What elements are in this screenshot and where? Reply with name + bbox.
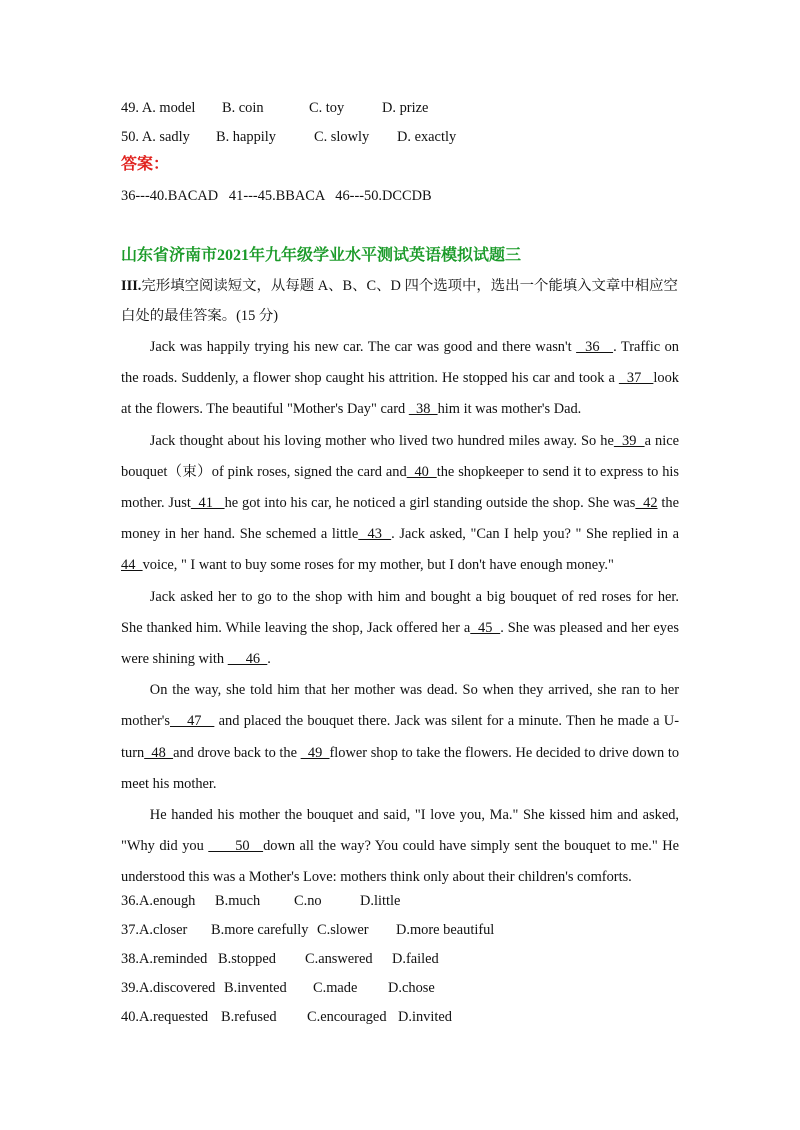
- question-38-option-b: B.stopped: [218, 951, 276, 967]
- paragraph-1: Jack was happily trying his new car. The car was good and there wasn't 36 . Traffic on the roads. Suddenly, a flower shop caught his attrition. He stopped his car and took a 37 look at the flowers. The beautiful "Mother's Day" card 38 him it was mother's Dad.: [121, 339, 679, 418]
- cloze-passage: [121, 332, 679, 894]
- paragraph-4: On the way, she told him that her mother was dead. So when they arrived, she ran to her mother's 47 and placed the bouquet there. Jack was silent for a minute. Then he made a U-turn 48 and drove back to the 49 flower shop to take the flowers. He decided to drive down to meet his mother.: [121, 682, 680, 792]
- question-39-option-c: C.made: [313, 980, 358, 996]
- question-40-option-d: D.invited: [398, 1009, 452, 1025]
- question-37-option-d: D.more beautiful: [396, 922, 495, 938]
- question-38-option-c: C.answered: [305, 951, 373, 967]
- question-49-options: [121, 98, 195, 118]
- question-36-option-b: B.much: [215, 893, 261, 909]
- question-49-option-d: D. prize: [382, 100, 429, 116]
- question-49-option-a: 49. A. model: [121, 100, 196, 116]
- instructions-text: 完形填空阅读短文，从每题 A、B、C、D 四个选项中，选出一个能填入文章中相应空: [141, 278, 678, 294]
- answer-key: 36---40.BACAD 41---45.BBACA 46---50.DCCDB: [121, 188, 432, 204]
- paragraph-5: He handed his mother the bouquet and said, "I love you, Ma." She kissed him and asked, "Why did you 50 down all the way? You could have simply sent the bouquet to me." He understood this was a Mother's Love: mothers think only about their children's comforts.: [121, 807, 679, 886]
- question-40-option-b: B.refused: [221, 1009, 277, 1025]
- question-39-option-a: 39.A.discovered: [121, 980, 216, 996]
- question-50-option-a: 50. A. sadly: [121, 129, 190, 145]
- question-39-option-b: B.invented: [224, 980, 287, 996]
- question-50-option-b: B. happily: [216, 129, 276, 145]
- question-37-option-b: B.more carefully: [211, 922, 309, 938]
- blank-37: 37: [618, 370, 654, 387]
- question-38-option-d: D.failed: [392, 951, 439, 967]
- question-50-option-c: C. slowly: [314, 129, 370, 145]
- question-50-options: [121, 127, 190, 147]
- question-40-option-c: C.encouraged: [307, 1009, 387, 1025]
- blank-44: 44: [121, 557, 143, 574]
- blank-49: 49: [300, 744, 330, 761]
- answer-label: 答案：: [121, 156, 170, 173]
- blank-45: 45: [470, 619, 501, 636]
- paragraph-2: Jack thought about his loving mother who lived two hundred miles away. So he 39 a nice bouquet（束）of pink roses, signed the card and 40 the shopkeeper to send it to express to his mother. Just 41 he got into his car, he noticed a girl standing outside the shop. She was 42 the money in her hand. She schemed a little 43 . Jack asked, "Can I help you? " She replied in a 44 voice, " I want to buy some roses for my mother, but I don't have enough money.": [121, 432, 680, 574]
- blank-47: 47: [169, 713, 215, 730]
- blank-40: 40: [406, 463, 437, 480]
- section-title: 山东省济南市2021年九年级学业水平测试英语模拟试题三: [121, 247, 522, 264]
- question-37-option-a: 37.A.closer: [121, 922, 188, 938]
- blank-43: 43: [358, 526, 392, 543]
- question-36-option-a: 36.A.enough: [121, 893, 196, 909]
- instructions-line-1: [121, 276, 678, 296]
- paragraph-3: Jack asked her to go to the shop with him and bought a big bouquet of red roses for her. She thanked him. While leaving the shop, Jack offered her a 45 . She was pleased and her eyes were shining with 46 .: [121, 588, 679, 668]
- question-40-option-a: 40.A.requested: [121, 1009, 209, 1025]
- question-37-option-c: C.slower: [317, 922, 369, 938]
- blank-38: 38: [408, 401, 438, 418]
- blank-36: 36: [576, 339, 614, 355]
- instructions-line-2: 白处的最佳答案。(15 分): [121, 308, 279, 324]
- question-36-option-d: D.little: [360, 893, 401, 909]
- question-49-option-b: B. coin: [222, 100, 264, 116]
- section-number: III.: [121, 278, 142, 294]
- question-38-option-a: 38.A.reminded: [121, 951, 208, 967]
- blank-39: 39: [613, 432, 645, 449]
- blank-41: 41: [190, 495, 225, 512]
- question-36-option-c: C.no: [294, 893, 322, 909]
- blank-48: 48: [144, 744, 174, 761]
- blank-46: 46: [227, 651, 268, 668]
- question-50-option-d: D. exactly: [397, 129, 457, 145]
- blank-42: 42: [635, 495, 658, 512]
- blank-50: 50: [208, 838, 264, 855]
- question-49-option-c: C. toy: [309, 100, 345, 116]
- question-39-option-d: D.chose: [388, 980, 435, 996]
